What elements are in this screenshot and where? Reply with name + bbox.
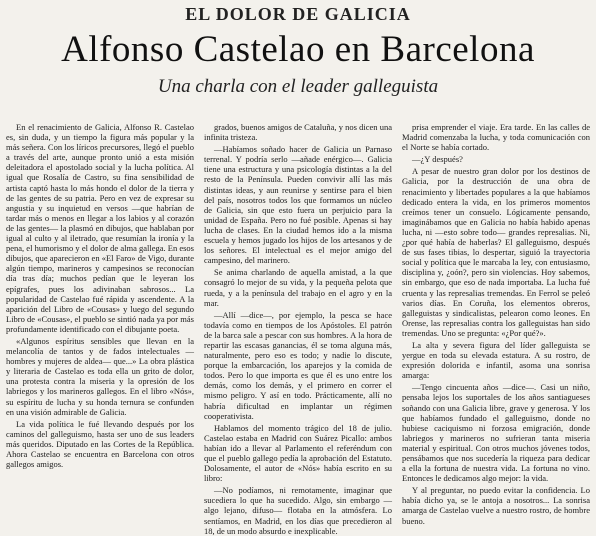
paragraph: grados, buenos amigos de Cataluña, y nos dicen una infinita tristeza. bbox=[204, 122, 392, 143]
paragraph: —Tengo cincuenta años —dice—. Casi un niño, pensaba lejos los suportales de los años santiagueses soñando con una Galicia libre, grave y generosa. Y los que habíamos fundado el galleguismo, donde no hubiese caciquismo ni forzosa emigración, donde labriegos y marineros no sufrieran tanta miseria material y espiritual. Con otros muchos jóvenes todos, pensábamos que nos sucedería la riqueza para dedicar a ella la fortuna de nuestra vida. La fortuna no vino. Entonces le dedicamos algo mejor: la vida. bbox=[402, 382, 590, 484]
paragraph: Se anima charlando de aquella amistad, a la que consagró lo mejor de su vida, y la pequeña pelota que rueda, y a la península del trabajo en el agro y en la mar. bbox=[204, 267, 392, 308]
paragraph: En el renacimiento de Galicia, Alfonso R. Castelao es, sin duda, y un tiempo la figura más popular y la más señera. Con los líricos precursores, llegó el pueblo a través del arte, aunque pronto unió a esta misión deleitadora el apostolado social y la lucha política. Al igual que Rosalía de Castro, su fina sensibilidad de artista captó hasta lo más hondo el dolor de la tierra y de las gentes de su patria. Pero en vez de expresar su angustia y su inquietud en versos —que habrían de tardar más o menos en llegar a los labios y al corazón de las gentes— la plasmó en dibujos, que hablaban por igual al culto y al iletrado, que resumían la ironía y la pena, el humorismo y el dolor de alma gallega. En esos dibujos, que aparecieron en «El Faro» de Vigo, durante algún tiempo, marineros y campesinos se reconocían día tras día; muchos pedían que le leyeran los epígrafes, pues los adivinaban sabrosos... La popularidad de Castelao fué rápida y ascendente. A la aparición del Libro de «Cousas» y luego del segundo Libro de «Cousas», el pueblo se sintió nada ya por más profundamente identificado con el dibujante poeta. bbox=[6, 122, 194, 334]
column-3 bbox=[402, 122, 590, 526]
section-kicker: EL DOLOR DE GALICIA bbox=[185, 4, 411, 24]
paragraph: «Algunos espíritus sensibles que llevan en la melancolía de tantos y de fados intelectuales —hombres y mujeres de aldea— que...» La obra plástica y literaria de Castelao es toda ella un grito de dolor, una protesta contra la miseria y la opresión de los labriegos y los marineros gallegos. En el libro «Nós», su espíritu de lucha y su honda ternura se confunden en una visión admirable de Galicia. bbox=[6, 335, 194, 417]
paragraph: prisa emprender el viaje. Era tarde. En las calles de Madrid comenzaba la lucha, y toda comunicación con el Norte se había cortado. bbox=[402, 122, 590, 153]
paragraph: —Allí —dice—, por ejemplo, la pesca se hace todavía como en tiempos de los Apóstoles. El patrón de la barca sale a pescar con sus hombres. A la hora de repartir las escasas ganancias, él se toma alguna más, naturalmente, pero eso es todo; y nadie lo discute, porque la embarcación, los aparejos y la comida de todos. Pero lo que importa es que él es uno entre los demás, como los demás, y el primero en correr el mismo peligro. Y así en todo. Prácticamente, allí no habría dificultad en implantar un régimen cooperativista. bbox=[204, 309, 392, 421]
article-headline: Alfonso Castelao en Barcelona bbox=[61, 29, 535, 70]
article-body bbox=[6, 122, 590, 536]
column-2 bbox=[204, 122, 392, 536]
article-subheadline: Una charla con el leader galleguista bbox=[157, 76, 439, 97]
paragraph: —Habíamos soñado hacer de Galicia un Parnaso terrenal. Y podría serlo —añade enérgico—. Galicia tiene una estructura y una psicología distintas a la del resto de la Península. Pueden convivir allí las más distintas ideas, y aun reunirse y sentirse para el bien del país, nosotros todos los que formamos un núcleo de Galicia, sin que esto fuera un perjuicio para la unidad de España. Pero no fué posible. Apenas si hay lucha de clases. En la ciudad hemos ido a la misma escuela y hemos jugado los hijos de los artesanos y de los señores. El intelectual es el mejor amigo del campesino, del marinero. bbox=[204, 144, 392, 266]
column-1 bbox=[6, 122, 194, 488]
paragraph: La alta y severa figura del líder galleguista se yergue en toda su elevada estatura. A su rostro, de expresión dolorida e infantil, asoma una sonrisa amarga: bbox=[402, 339, 590, 381]
paragraph: Hablamos del momento trágico del 18 de julio. Castelao estaba en Madrid con Suárez Picallo: ambos habían ido a llevar al Parlamento el referéndum con que el pueblo gallego pedía la aprobación del Estatuto. Dolosamente, el autor de «Nós» había escrito en su libro: bbox=[204, 422, 392, 484]
paragraph: —¿Y después? bbox=[412, 154, 463, 165]
paragraph: Y al preguntar, no puedo evitar la confidencia. Lo había dicho ya, se le antoja a nosotros... La sonrisa amarga de Castelao vuelve a nuestro rostro, de hombre bueno. bbox=[402, 485, 590, 526]
paragraph: A pesar de nuestro gran dolor por los destinos de Galicia, por la destrucción de una obra de renacimiento y libertades populares a la que habíamos dedicado entera la vida, en los primeros momentos creímos tener un consuelo. Lógicamente pensando, imaginábamos que en Galicia no había habido apenas lucha, ni —esto sobre todo— grandes represalias. Ni, ¿por qué había de haberlas? El galleguismo, después de sus fases tibias, lo despertar, siguió la trayectoria social y política que le marcaba la ley, con entusiasmo, disciplina y, ¿oón?, pero sin violencias. Hoy sabemos, sin embargo, que eso de nada importaba. La lucha fué cruenta y las represalias tremendas. En Ferrol se peleó varios días. En Coruña, los elementos obreros, galleguistas y sindicalistas, pelearon como leones. En Orense, las represalias contra los galleguistas han sido tremendas. Uno se pregunta: «¿Por qué?». bbox=[402, 166, 590, 338]
paragraph: La vida política le fué llevando después por los caminos del galleguismo, hasta ser uno de sus leaders más queridos. Diputado en las Cortes de la República. Ahora Castelao se encuentra en Barcelona con otros gallegos amigos. bbox=[6, 418, 194, 470]
paragraph: —No podíamos, ni remotamente, imaginar que sucediera lo que ha sucedido. Algo, sin embargo —algo lejano, difuso— flotaba en la atmósfera. Lo sentíamos, en Madrid, en los días que precedieron al 18, de un modo absurdo e inexplicable. bbox=[204, 485, 392, 536]
